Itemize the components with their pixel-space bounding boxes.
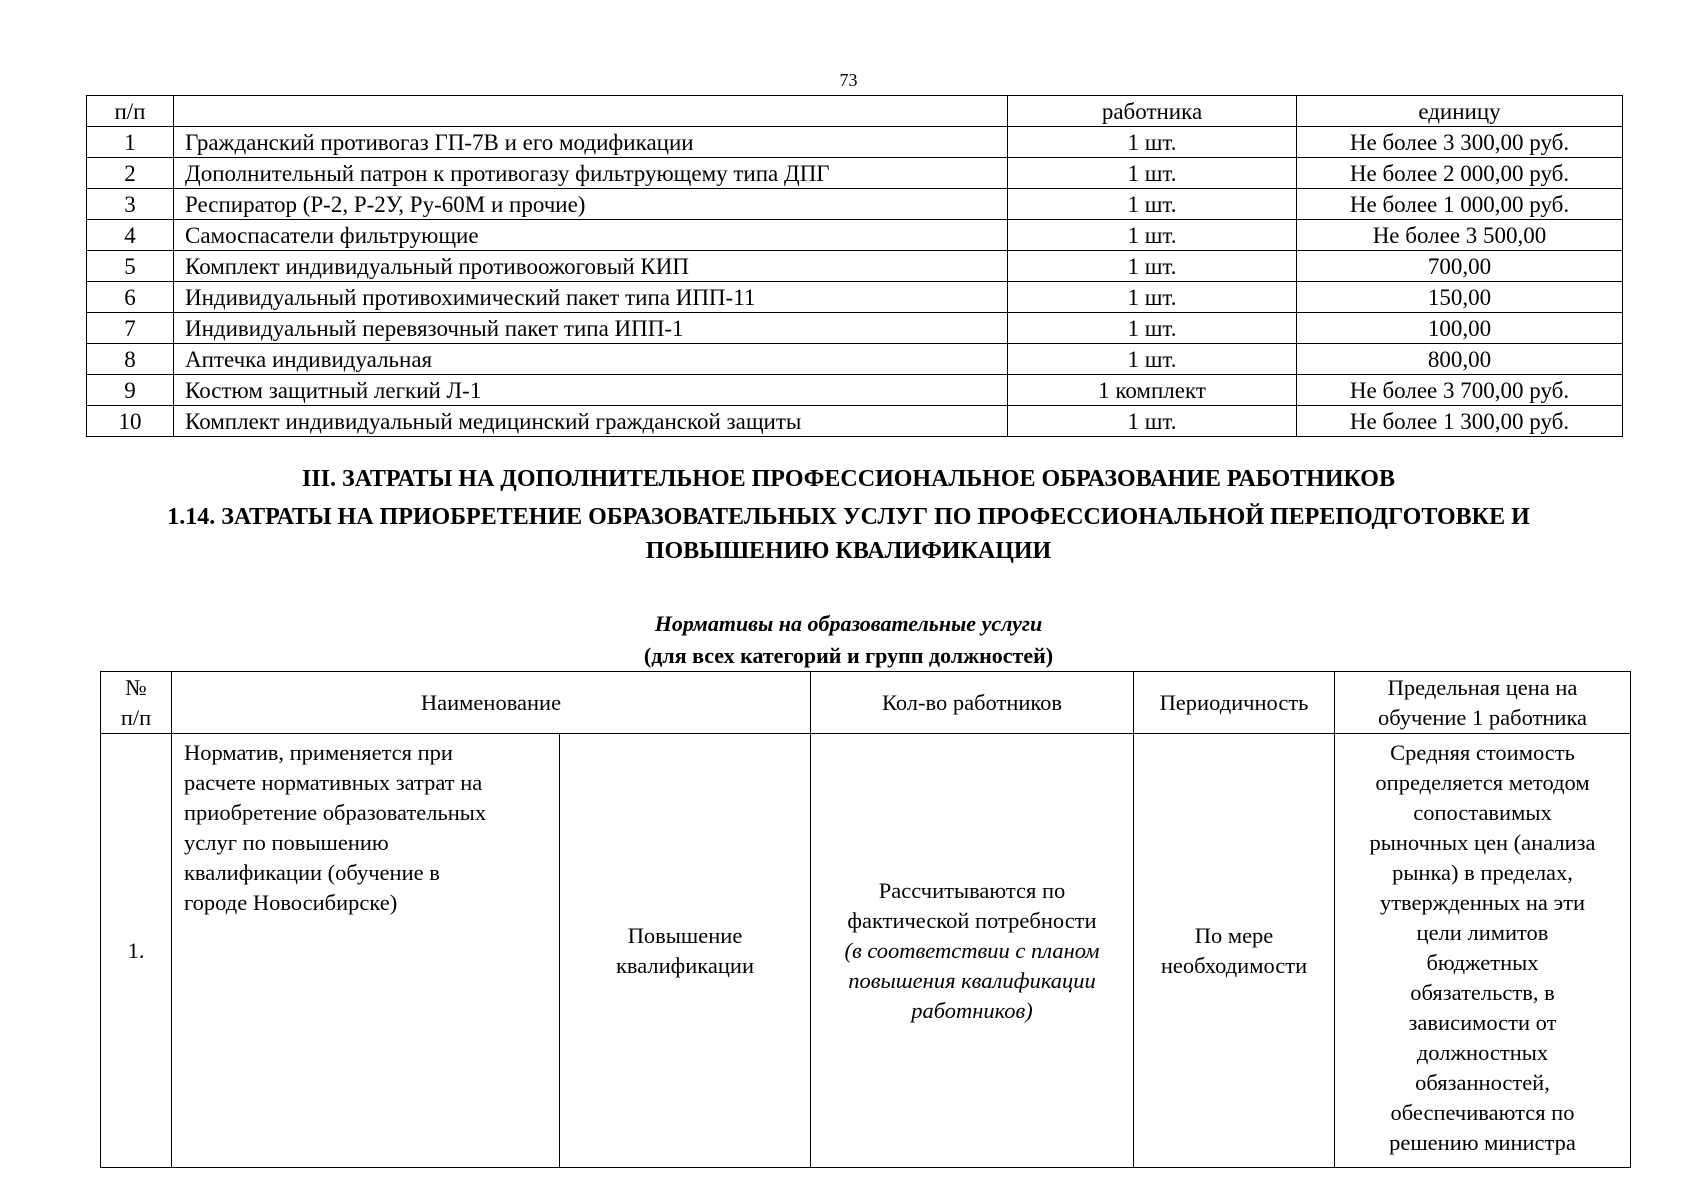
- row-price: Не более 1 300,00 руб.: [1297, 406, 1623, 437]
- table-row: [87, 158, 1623, 189]
- price-line: сопоставимых: [1413, 800, 1552, 825]
- header-price-line2: обучение 1 работника: [1377, 704, 1588, 730]
- row-price: Не более 3 300,00 руб.: [1297, 127, 1623, 158]
- row-count: [811, 734, 1134, 1168]
- table-row: [87, 220, 1623, 251]
- header-name: Наименование: [172, 672, 811, 734]
- price-line: Средняя стоимость: [1390, 740, 1575, 765]
- header-num: [101, 672, 172, 734]
- table-row: [87, 251, 1623, 282]
- description-line: Норматив, применяется при: [184, 740, 453, 765]
- header-name: [174, 96, 1008, 127]
- table-row: [87, 406, 1623, 437]
- row-name: Костюм защитный легкий Л-1: [174, 375, 1008, 406]
- row-num: 6: [87, 282, 174, 313]
- description-line: квалификации (обучение в: [184, 860, 440, 885]
- description-line: расчете нормативных затрат на: [184, 770, 483, 795]
- table-row: [87, 313, 1623, 344]
- header-num: п/п: [87, 96, 174, 127]
- row-price: Не более 2 000,00 руб.: [1297, 158, 1623, 189]
- row-name: Аптечка индивидуальная: [174, 344, 1008, 375]
- row-num: 10: [87, 406, 174, 437]
- row-num: 1: [87, 127, 174, 158]
- type-line: квалификации: [615, 952, 755, 978]
- row-num: 2: [87, 158, 174, 189]
- header-period: Периодичность: [1134, 672, 1335, 734]
- header-num-label: п/п: [120, 704, 152, 730]
- row-name: Индивидуальный противохимический пакет типа ИПП-11: [174, 282, 1008, 313]
- header-price: [1335, 672, 1631, 734]
- row-qty: 1 шт.: [1008, 313, 1297, 344]
- row-num: 7: [87, 313, 174, 344]
- row-price: Не более 3 500,00: [1297, 220, 1623, 251]
- table-row: [87, 127, 1623, 158]
- subsection-heading: [0, 500, 1697, 568]
- row-name: Гражданский противогаз ГП-7В и его модификации: [174, 127, 1008, 158]
- protective-equipment-table: [86, 95, 1623, 437]
- count-line: фактической потребности: [847, 907, 1097, 933]
- row-qty: 1 шт.: [1008, 251, 1297, 282]
- row-price: Не более 3 700,00 руб.: [1297, 375, 1623, 406]
- row-name: Респиратор (Р-2, Р-2У, Ру-60М и прочие): [174, 189, 1008, 220]
- row-qty: 1 шт.: [1008, 282, 1297, 313]
- row-type: [560, 734, 811, 1168]
- row-qty: 1 шт.: [1008, 158, 1297, 189]
- row-num: 8: [87, 344, 174, 375]
- header-price: единицу: [1297, 96, 1623, 127]
- period-line: необходимости: [1160, 952, 1308, 978]
- count-note-line: (в соответствии с планом: [844, 937, 1100, 963]
- page-number: 73: [839, 70, 858, 90]
- price-line: цели лимитов: [1416, 920, 1549, 945]
- row-name: Комплект индивидуальный противоожоговый КИП: [174, 251, 1008, 282]
- price-line: должностных: [1416, 1040, 1549, 1065]
- price-line: обязательств, в: [1410, 980, 1555, 1005]
- description-line: услуг по повышению: [184, 830, 389, 855]
- table-row: [87, 189, 1623, 220]
- row-qty: 1 шт.: [1008, 344, 1297, 375]
- table-row: [101, 734, 1631, 1168]
- header-price-line1: Предельная цена на: [1387, 674, 1578, 700]
- price-line: рынка) в пределах,: [1392, 860, 1573, 885]
- row-price: [1335, 734, 1631, 1168]
- table-caption: Нормативы на образовательные услуги: [654, 611, 1043, 636]
- table-row: [87, 375, 1623, 406]
- row-price: 800,00: [1297, 344, 1623, 375]
- row-qty: 1 шт.: [1008, 406, 1297, 437]
- type-line: Повышение: [627, 922, 743, 948]
- table-subcaption: (для всех категорий и групп должностей): [643, 643, 1054, 668]
- row-name: Комплект индивидуальный медицинский гражданской защиты: [174, 406, 1008, 437]
- count-note-line: повышения квалификации: [848, 967, 1096, 993]
- row-num: 9: [87, 375, 174, 406]
- table-row: [87, 282, 1623, 313]
- header-count: Кол-во работников: [811, 672, 1134, 734]
- row-num: 5: [87, 251, 174, 282]
- subsection-heading-line2: ПОВЫШЕНИЮ КВАЛИФИКАЦИИ: [645, 538, 1052, 564]
- row-price: 150,00: [1297, 282, 1623, 313]
- row-qty: 1 шт.: [1008, 127, 1297, 158]
- count-line: Рассчитываются по: [878, 877, 1066, 903]
- row-num: 1.: [101, 734, 172, 1168]
- education-services-table: [100, 671, 1631, 1168]
- price-line: обязанностей,: [1415, 1070, 1550, 1095]
- row-qty: 1 комплект: [1008, 375, 1297, 406]
- price-line: обеспечиваются по: [1390, 1100, 1575, 1125]
- row-price: Не более 1 000,00 руб.: [1297, 189, 1623, 220]
- row-qty: 1 шт.: [1008, 189, 1297, 220]
- price-line: решению министра: [1389, 1130, 1576, 1155]
- row-price: 700,00: [1297, 251, 1623, 282]
- row-name: Индивидуальный перевязочный пакет типа ИПП-1: [174, 313, 1008, 344]
- price-line: бюджетных: [1426, 950, 1539, 975]
- row-period: [1134, 734, 1335, 1168]
- subsection-heading-line1: 1.14. ЗАТРАТЫ НА ПРИОБРЕТЕНИЕ ОБРАЗОВАТЕЛЬНЫХ УСЛУГ ПО ПРОФЕССИОНАЛЬНОЙ ПЕРЕПОДГОТОВКЕ И: [167, 504, 1530, 530]
- row-num: 3: [87, 189, 174, 220]
- row-name: Самоспасатели фильтрующие: [174, 220, 1008, 251]
- price-line: утвержденных на эти: [1379, 890, 1586, 915]
- row-description: [172, 734, 560, 1168]
- price-line: определяется методом: [1375, 770, 1590, 795]
- row-price: 100,00: [1297, 313, 1623, 344]
- row-qty: 1 шт.: [1008, 220, 1297, 251]
- section-heading: III. ЗАТРАТЫ НА ДОПОЛНИТЕЛЬНОЕ ПРОФЕССИОНАЛЬНОЕ ОБРАЗОВАНИЕ РАБОТНИКОВ: [302, 466, 1395, 492]
- table-header-row: [101, 672, 1631, 734]
- price-line: рыночных цен (анализа: [1369, 830, 1596, 855]
- price-line: зависимости от: [1408, 1010, 1557, 1035]
- table-row: [87, 344, 1623, 375]
- period-line: По мере: [1194, 922, 1274, 948]
- row-name: Дополнительный патрон к противогазу фильтрующему типа ДПГ: [174, 158, 1008, 189]
- row-num: 4: [87, 220, 174, 251]
- header-num-symbol: №: [125, 674, 147, 700]
- count-note-line: работников): [911, 997, 1033, 1023]
- description-line: городе Новосибирске): [184, 890, 398, 915]
- description-line: приобретение образовательных: [184, 800, 487, 825]
- header-qty: работника: [1008, 96, 1297, 127]
- table-header-row: [87, 96, 1623, 127]
